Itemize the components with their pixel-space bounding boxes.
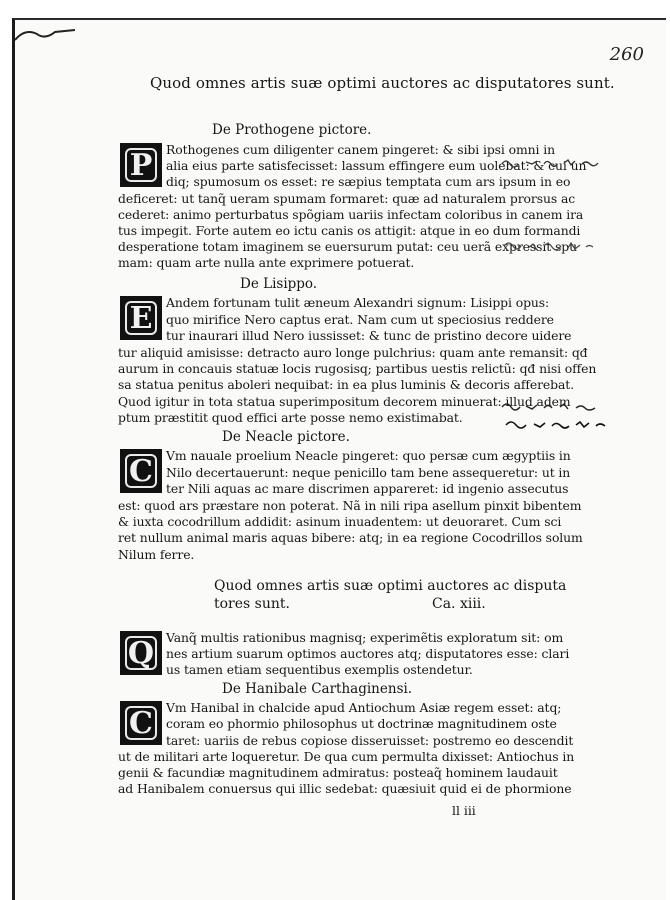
text-line: Nilo decertauerunt: neque penicillo tam bene assequeretur: ut in — [166, 465, 571, 480]
text-line: diq; spumosum os esset: re sæpius temptata cum ars ipsum in eo — [166, 174, 571, 189]
text-line: tus impegit. Forte autem eo ictu canis os attigit: atque in eo dum formandi — [118, 223, 581, 238]
text-line: Nilum ferre. — [118, 547, 195, 562]
text-line: nes artium suarum optimos auctores atq; disputatores esse: clari — [166, 646, 570, 661]
initial-letter: E — [129, 300, 153, 336]
ornamental-initial-q — [120, 631, 162, 675]
text-line: taret: uariis de rebus copiose disseruisset: postremo eo descendit — [166, 733, 574, 748]
page-corner-curl — [15, 20, 75, 60]
text-line: tur aliquid amisisse: detracto auro longe pulchrius: quam ante remansit: qđ — [118, 345, 588, 360]
text-line: Vm Hanibal in chalcide apud Antiochum Asiæ regem esset: atq; — [166, 700, 562, 715]
text-line: cederet: animo perturbatus spõgiam uariis infectam coloribus in canem ira — [118, 207, 584, 222]
text-line: est: quod ars præstare non poterat. Nã in nili ripa asellum pinxit bibentem — [118, 498, 582, 513]
text-line: tur inaurari illud Nero iussisset: & tunc de pristino decore uidere — [166, 328, 572, 343]
initial-letter: C — [129, 705, 153, 741]
marginal-annotation — [498, 236, 608, 256]
text-line: Andem fortunam tulit æneum Alexandri signum: Lisippi opus: — [166, 295, 550, 310]
text-line: mam: quam arte nulla ante exprimere potuerat. — [118, 255, 415, 270]
heading-neacles: De Neacle pictore. — [222, 429, 350, 445]
text-line: sa statua penitus aboleri nequibat: in ea plus luminis & decoris afferebat. — [118, 377, 574, 392]
chapter-heading-line2: tores sunt. — [214, 596, 290, 612]
folio-number: 260 — [609, 44, 644, 65]
heading-lysippus: De Lisippo. — [240, 276, 318, 292]
text-line: Vm nauale proelium Neacle pingeret: quo persæ cum ægyptiis in — [166, 448, 571, 463]
text-line: ptum præstitit quod effici arte posse nemo existimabat. — [118, 410, 463, 425]
text-line: Quod igitur in tota statua superimpositum decorem minuerat: illud adem — [118, 394, 571, 409]
running-title: Quod omnes artis suæ optimi auctores ac disputatores sunt. — [150, 74, 615, 92]
text-line: quo mirifice Nero captus erat. Nam cum ut speciosius reddere — [166, 312, 554, 327]
text-line: aurum in concauis statuæ locis rugosisq; partibus uestis relictũ: qđ nisi offen — [118, 361, 597, 376]
text-line: ut de militari arte loqueretur. De qua cum permulta dixisset: Antiochus in — [118, 749, 575, 764]
chapter-number: Ca. xiii. — [432, 596, 486, 612]
ornamental-initial-c2 — [120, 701, 162, 745]
text-line: coram eo phormio philosophus ut doctrinæ magnitudinem oste — [166, 716, 557, 731]
signature-mark: ll iii — [452, 803, 476, 818]
text-line: alia eius parte satisfecisset: lassum effingere eum uolebat: & cui un — [166, 158, 587, 173]
text-line: Rothogenes cum diligenter canem pingeret: & sibi ipsi omni in — [166, 142, 555, 157]
text-line: deficeret: ut tanq̃ ueram spumam formaret: quæ ad naturalem prorsus ac — [118, 191, 576, 206]
text-line: & iuxta cocodrillum addidit: asinum inuadentem: ut deuoraret. Cum sci — [118, 514, 562, 529]
chapter-heading-line1: Quod omnes artis suæ optimi auctores ac disputa — [214, 578, 567, 594]
initial-letter: P — [129, 147, 153, 183]
text-line: genii & facundiæ magnitudinem admiratus: posteaq̃ hominem laudauit — [118, 765, 558, 780]
heading-protogenes: De Prothogene pictore. — [212, 122, 372, 138]
initial-letter: C — [129, 453, 153, 489]
marginal-annotation — [498, 397, 618, 437]
initial-letter: Q — [127, 635, 155, 671]
ornamental-initial-p — [120, 143, 162, 187]
text-line: us tamen etiam sequentibus exemplis ostendetur. — [166, 662, 473, 677]
text-line: ter Nili aquas ac mare discrimen appareret: id ingenio assecutus — [166, 481, 569, 496]
marginal-annotation — [498, 152, 608, 172]
text-line: ret nullum animal maris aquas bibere: atq; in ea regione Cocodrillos solum — [118, 530, 583, 545]
text-line: Vanq̃ multis rationibus magnisq; experimẽtis exploratum sit: om — [166, 630, 564, 645]
text-line: desperatione totam imaginem se euersurum putat: ceu uerã expressit spu — [118, 239, 577, 254]
ornamental-initial-c — [120, 449, 162, 493]
heading-hannibal: De Hanibale Carthaginensi. — [222, 681, 413, 697]
text-line: ad Hanibalem conuersus qui illic sedebat: quæsiuit quid ei de phormione — [118, 781, 572, 796]
ornamental-initial-e — [120, 296, 162, 340]
